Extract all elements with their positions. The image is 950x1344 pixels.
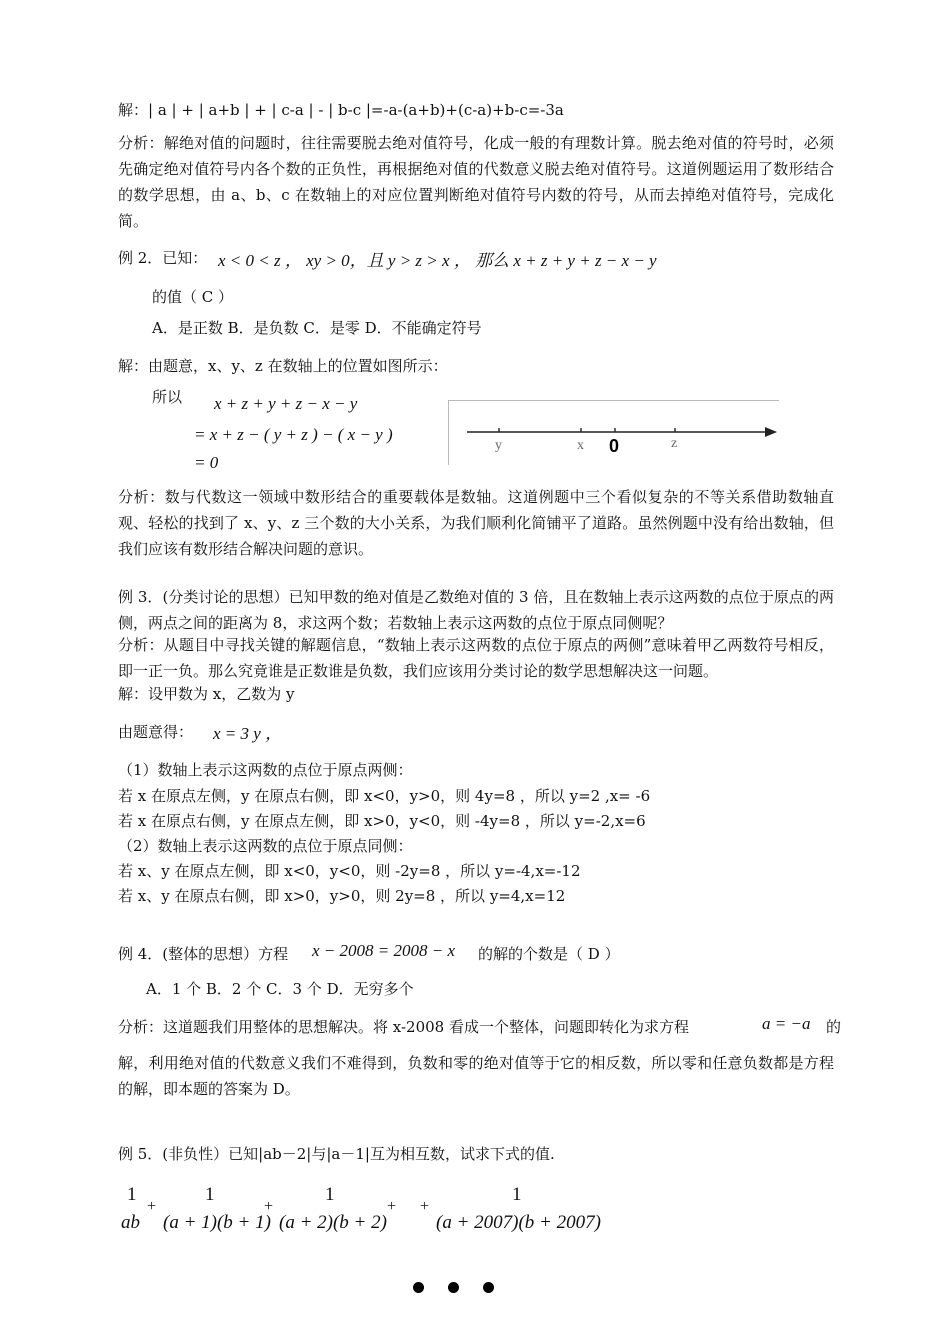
fraction-1-numerator: 1 xyxy=(127,1184,137,1205)
label-z: z xyxy=(671,436,678,451)
page-dot-2 xyxy=(448,1282,459,1293)
analysis-3: 分析：从题目中寻找关键的解题信息，“数轴上表示这两数的点位于原点的两侧”意味着甲乙两数符号相反，即一正一负。那么究竟谁是正数谁是负数，我们应该用分类讨论的数学思想解决这一问题。 xyxy=(118,636,834,680)
equation-x-3y: x = 3 y ， xyxy=(213,724,283,743)
solution-3: 解：设甲数为 x，乙数为 y xyxy=(118,685,295,703)
case-2-title: （2）数轴上表示这两数的点位于原点同侧： xyxy=(118,837,413,855)
example-4-equation: x − 2008 = 2008 − x xyxy=(312,941,456,960)
fraction-2-numerator: 1 xyxy=(205,1184,215,1205)
label-0: 0 xyxy=(609,436,620,456)
page-dot-1 xyxy=(413,1282,424,1293)
arrow-head xyxy=(765,427,777,437)
solution-2: 解：由题意，x、y、z 在数轴上的位置如图所示： xyxy=(118,357,448,375)
analysis-4-prefix: 分析：这道题我们用整体的思想解决。将 x-2008 看成一个整体，问题即转化为求方程 xyxy=(118,1018,689,1036)
fraction-2-denominator: (a + 1)(b + 1) xyxy=(163,1212,271,1233)
plus-sign-3: + xyxy=(387,1198,397,1215)
number-line-figure xyxy=(448,400,779,465)
analysis-4-equation: a = −a xyxy=(762,1014,811,1033)
example-2-value: 的值（ C ） xyxy=(152,288,234,306)
example-4-suffix: 的解的个数是（ D ） xyxy=(478,945,620,963)
example-2-options: A．是正数 B．是负数 C．是零 D．不能确定符号 xyxy=(152,319,482,337)
from-title: 由题意得： xyxy=(118,723,194,741)
equation-line-3: = 0 xyxy=(194,453,219,472)
example-4-prefix: 例 4．(整体的思想）方程 xyxy=(118,945,289,963)
analysis-2: 分析：数与代数这一领域中数形结合的重要载体是数轴。这道例题中三个看似复杂的不等关系借助数轴直观、轻松的找到了 x、y、z 三个数的大小关系，为我们顺利化简铺平了道路。虽然例题中没有给出数轴，但我们应该有数形结合解决问题的意识。 xyxy=(118,488,834,558)
plus-sign-1: + xyxy=(147,1198,157,1215)
example-2-condition: x < 0 < z ， xy > 0，且 y > z > x ， 那么 x + z + y + z − x − y xyxy=(218,251,657,270)
solution-1: 解：| a | + | a+b | + | c-a | - | b-c |=-a-(a+b)+(c-a)+b-c=-3a xyxy=(118,101,564,119)
label-y: y xyxy=(495,438,502,453)
example-2-label: 例 2．已知： xyxy=(118,249,208,267)
plus-sign-4: + xyxy=(420,1198,430,1215)
analysis-4-body: 解，利用绝对值的代数意义我们不难得到，负数和零的绝对值等于它的相反数，所以零和任意负数都是方程的解，即本题的答案为 D。 xyxy=(118,1054,834,1098)
example-5: 例 5．(非负性）已知|ab－2|与|a－1|互为相互数，试求下式的值. xyxy=(118,1145,555,1163)
page-dot-3 xyxy=(483,1282,494,1293)
case-1-title: （1）数轴上表示这两数的点位于原点两侧： xyxy=(118,761,413,779)
fraction-3-numerator: 1 xyxy=(325,1184,335,1205)
case-1a: 若 x 在原点左侧，y 在原点右侧，即 x<0，y>0，则 4y=8 ，所以 y=2 ,x= -6 xyxy=(118,787,651,805)
so-label: 所以 xyxy=(152,388,183,406)
equation-line-1: x + z + y + z − x − y xyxy=(214,394,358,413)
number-line-svg xyxy=(449,401,779,465)
label-x: x xyxy=(577,438,584,453)
fraction-4-numerator: 1 xyxy=(512,1184,522,1205)
fraction-1-denominator: ab xyxy=(121,1212,140,1233)
fraction-3-denominator: (a + 2)(b + 2) xyxy=(279,1212,387,1233)
analysis-1: 分析：解绝对值的问题时，往往需要脱去绝对值符号，化成一般的有理数计算。脱去绝对值的符号时，必须先确定绝对值符号内各个数的正负性，再根据绝对值的代数意义脱去绝对值符号。这道例题运用了数形结合的数学思想，由 a、b、c 在数轴上的对应位置判断绝对值符号内数的符号，从而去掉绝对值符号，完成化简。 xyxy=(118,134,834,230)
case-2b: 若 x、y 在原点右侧，即 x>0，y>0，则 2y=8 ，所以 y=4,x=12 xyxy=(118,887,566,905)
analysis-4-suffix: 的 xyxy=(826,1018,842,1036)
plus-sign-2: + xyxy=(264,1198,274,1215)
example-3: 例 3．(分类讨论的思想）已知甲数的绝对值是乙数绝对值的 3 倍，且在数轴上表示这两数的点位于原点的两侧，两点之间的距离为 8，求这两个数；若数轴上表示这两数的点位于原点同侧呢？ xyxy=(118,588,834,632)
case-1b: 若 x 在原点右侧，y 在原点左侧，即 x>0，y<0，则 -4y=8 ，所以 y=-2,x=6 xyxy=(118,812,646,830)
example-4-options: A．1 个 B．2 个 C．3 个 D．无穷多个 xyxy=(146,980,414,998)
case-2a: 若 x、y 在原点左侧，即 x<0，y<0，则 -2y=8 ，所以 y=-4,x=-12 xyxy=(118,862,581,880)
fraction-4-denominator: (a + 2007)(b + 2007) xyxy=(436,1212,601,1233)
equation-line-2: = x + z − ( y + z ) − ( x − y ) xyxy=(194,425,393,444)
